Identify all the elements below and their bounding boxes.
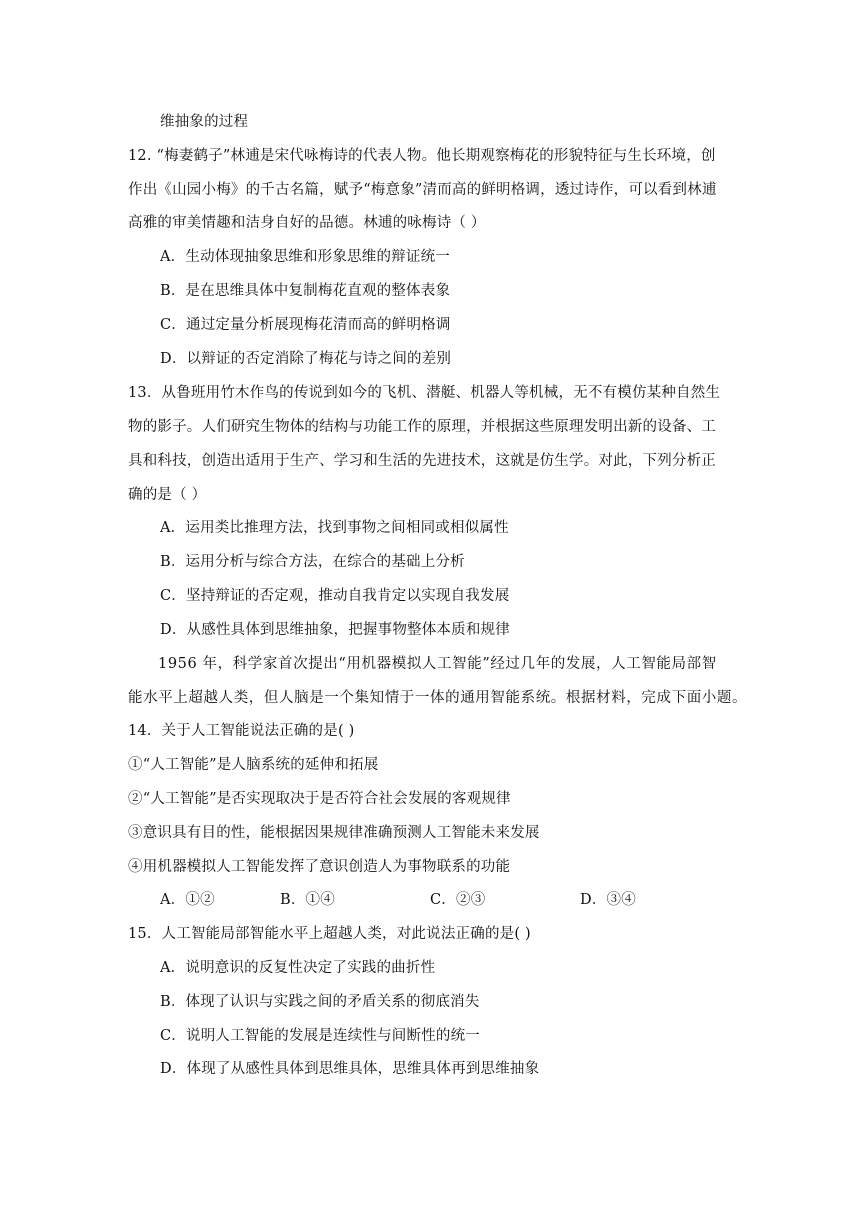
q15-stem: 15．人工智能局部智能水平上超越人类，对此说法正确的是( ): [128, 926, 531, 942]
q14-statement-4: ④用机器模拟人工智能发挥了意识创造人为事物联系的功能: [128, 859, 511, 875]
q13-stem-line: 确的是（ ）: [128, 487, 207, 503]
q14-statement-2: ②“人工智能”是否实现取决于是否符合社会发展的客观规律: [128, 791, 511, 807]
q13-option-c[interactable]: C．坚持辩证的否定观，推动自我肯定以实现自我发展: [160, 588, 510, 604]
q13-option-b[interactable]: B．运用分析与综合方法，在综合的基础上分析: [160, 554, 465, 570]
q12-option-d[interactable]: D．以辩证的否定消除了梅花与诗之间的差别: [160, 351, 452, 367]
q13-stem-line: 具和科技，创造出适用于生产、学习和生活的先进技术，这就是仿生学。对此，下列分析正: [128, 453, 716, 469]
q11-tail-text: 维抽象的过程: [160, 114, 249, 130]
q12-stem-line: 作出《山园小梅》的千古名篇，赋予“梅意象”清而高的鲜明格调，透过诗作，可以看到林逋: [128, 182, 717, 198]
q12-option-a[interactable]: A．生动体现抽象思维和形象思维的辩证统一: [160, 249, 450, 265]
q15-option-b[interactable]: B．体现了认识与实践之间的矛盾关系的彻底消失: [160, 994, 480, 1010]
q14-option-b[interactable]: B．①④: [280, 892, 335, 908]
q12-option-b[interactable]: B．是在思维具体中复制梅花直观的整体表象: [160, 283, 451, 299]
q13-stem-line: 物的影子。人们研究生物体的结构与功能工作的原理，并根据这些原理发明出新的设备、工: [128, 419, 716, 435]
q14-option-a[interactable]: A．①②: [160, 892, 215, 908]
q12-option-c[interactable]: C．通过定量分析展现梅花清而高的鲜明格调: [160, 317, 451, 333]
q15-option-d[interactable]: D．体现了从感性具体到思维具体，思维具体再到思维抽象: [160, 1061, 540, 1077]
q14-stem: 14．关于人工智能说法正确的是( ): [128, 723, 355, 739]
q12-stem-line: 12. “梅妻鹤子”林逋是宋代咏梅诗的代表人物。他长期观察梅花的形貌特征与生长环境，创: [128, 148, 716, 164]
material-line: 能水平上超越人类，但人脑是一个集知情于一体的通用智能系统。根据材料，完成下面小题。: [128, 690, 748, 706]
q14-statement-1: ①“人工智能”是人脑系统的延伸和拓展: [128, 757, 379, 773]
q13-option-d[interactable]: D．从感性具体到思维抽象，把握事物整体本质和规律: [160, 622, 510, 638]
q14-statement-3: ③意识具有目的性，能根据因果规律准确预测人工智能未来发展: [128, 825, 540, 841]
q12-stem-line: 高雅的审美情趣和洁身自好的品德。林逋的咏梅诗（ ）: [128, 215, 486, 231]
q14-option-d[interactable]: D．③④: [580, 892, 636, 908]
q13-option-a[interactable]: A．运用类比推理方法，找到事物之间相同或相似属性: [160, 520, 509, 536]
q15-option-c[interactable]: C．说明人工智能的发展是连续性与间断性的统一: [160, 1028, 480, 1044]
q13-stem-line: 13．从鲁班用竹木作鸟的传说到如今的飞机、潜艇、机器人等机械，无不有模仿某种自然生: [128, 385, 721, 401]
q15-option-a[interactable]: A．说明意识的反复性决定了实践的曲折性: [160, 960, 436, 976]
q14-options-row: [0, 890, 860, 910]
q14-option-c[interactable]: C．②③: [430, 892, 486, 908]
material-line: 1956 年，科学家首次提出“用机器模拟人工智能”经过几年的发展，人工智能局部智: [158, 656, 717, 672]
